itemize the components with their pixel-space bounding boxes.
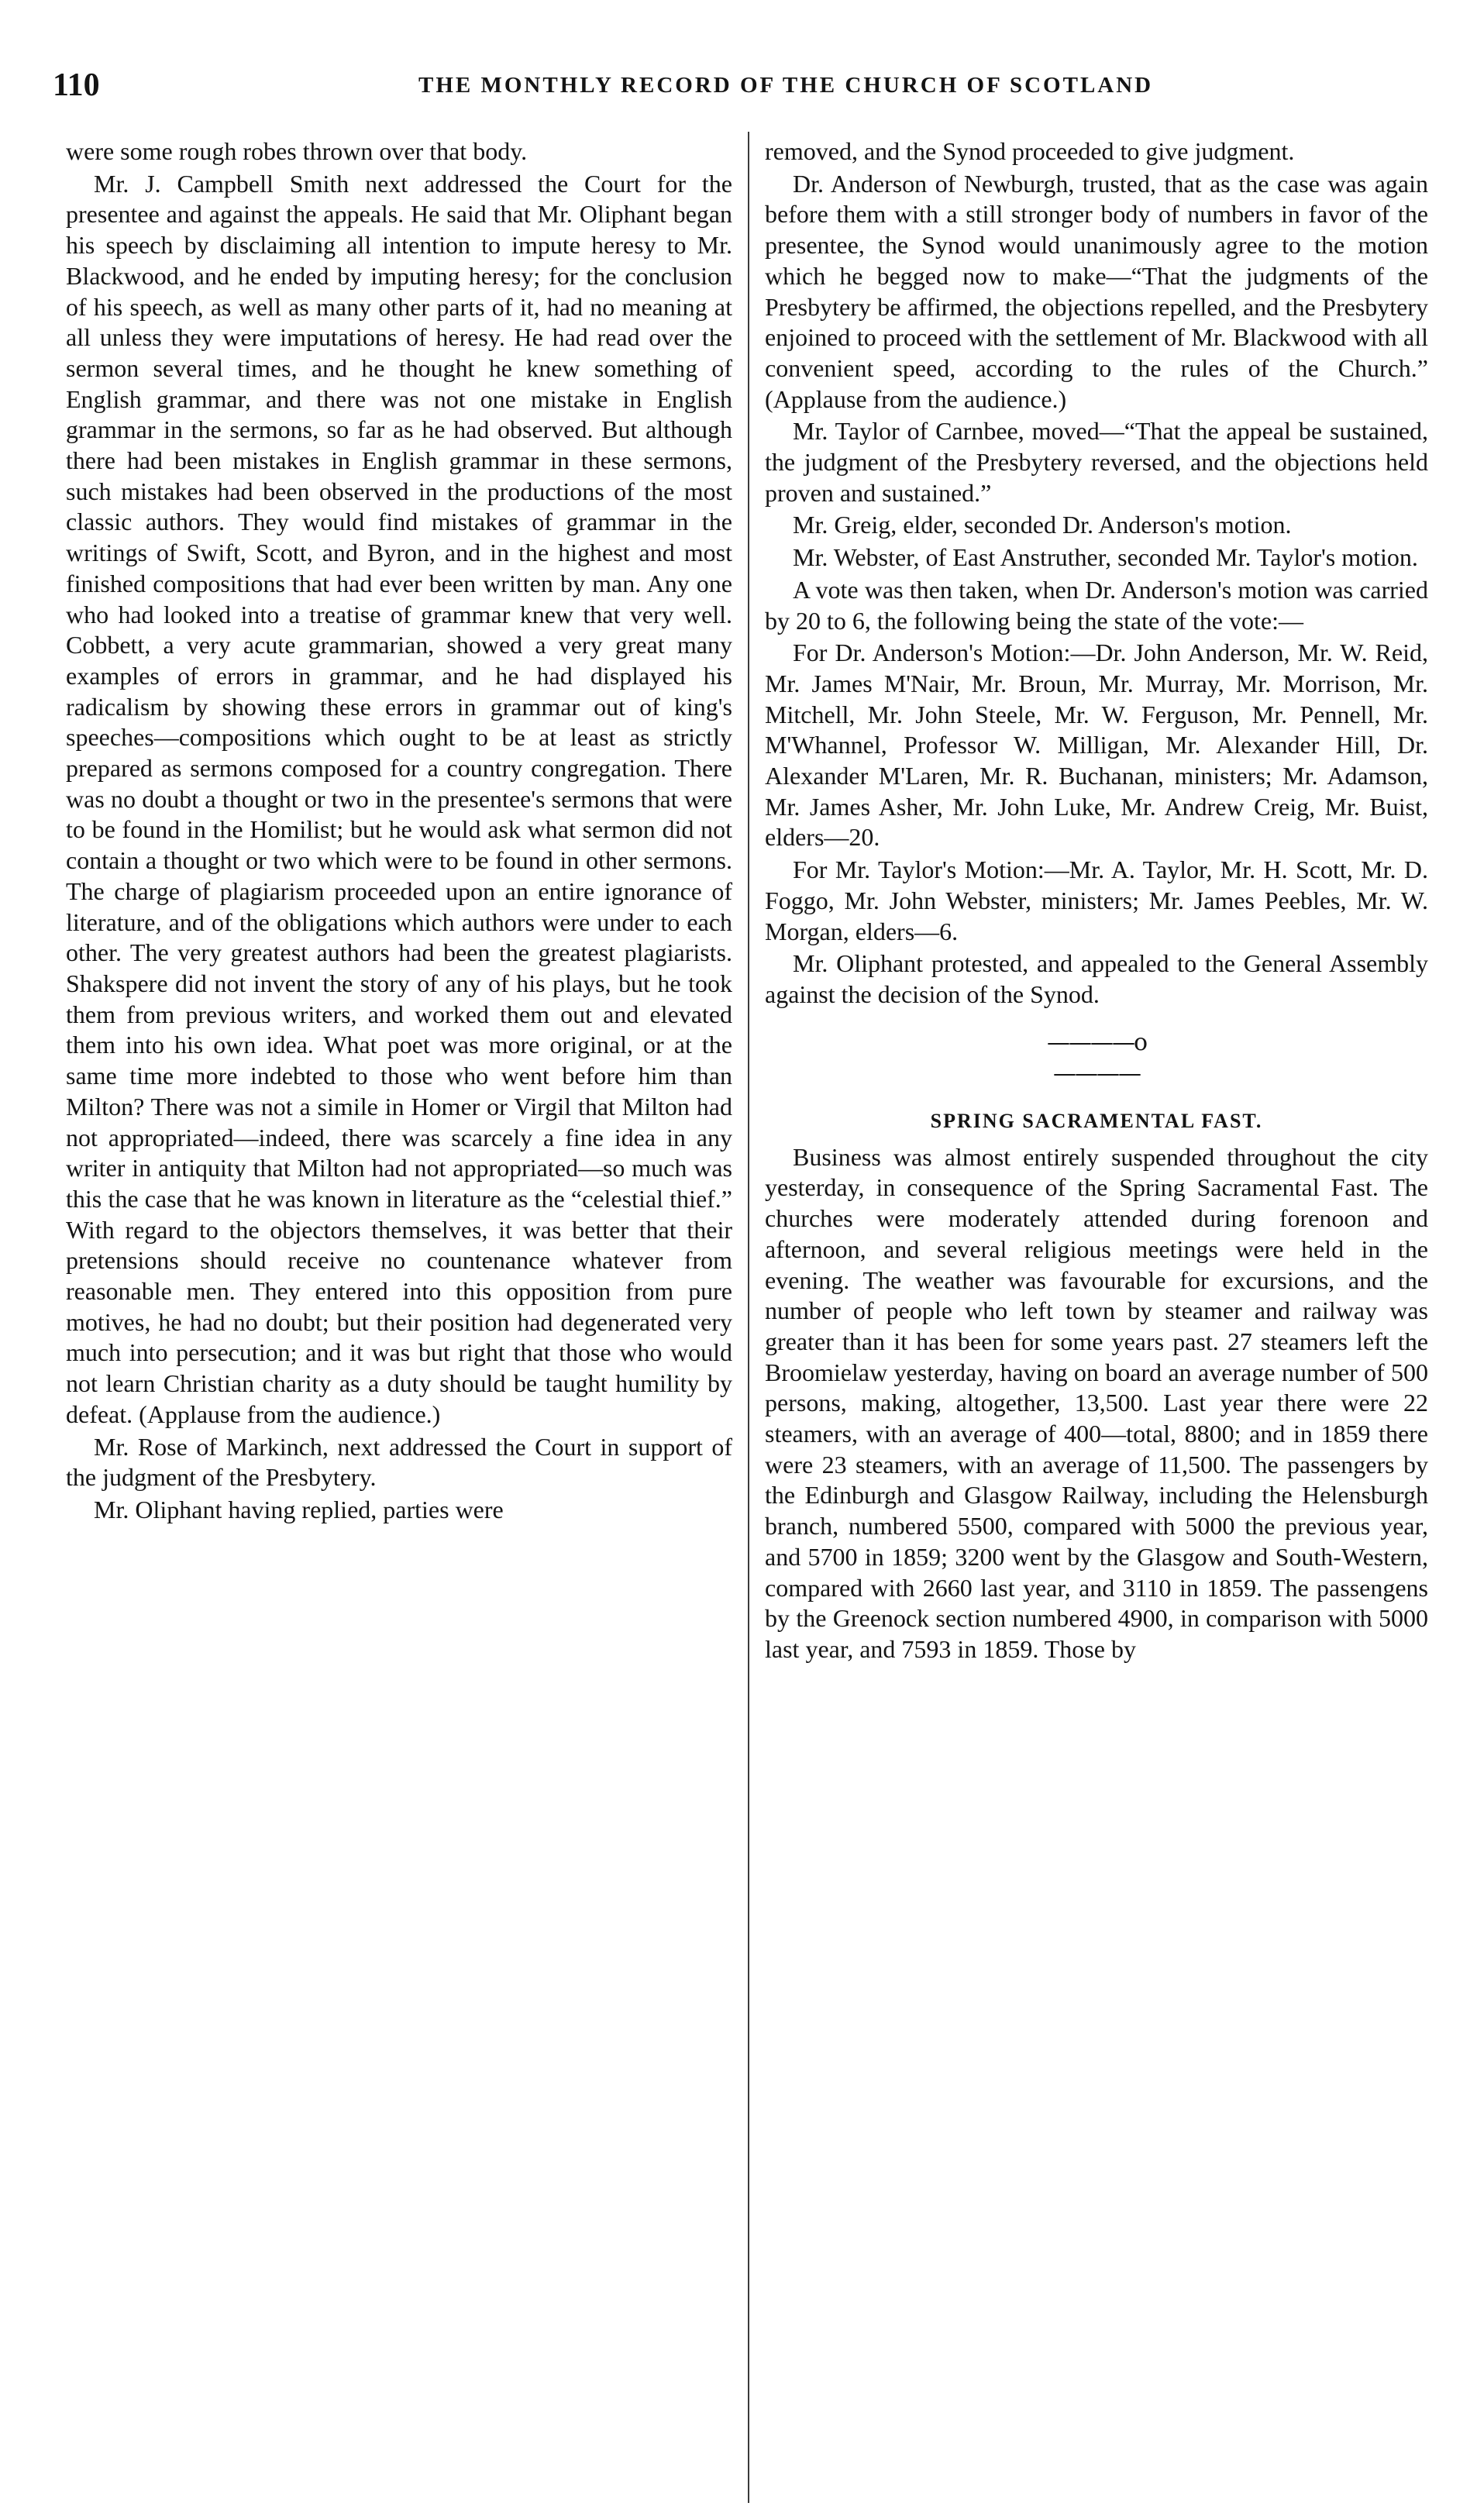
page-number: 110 xyxy=(53,67,100,103)
paragraph: Mr. Webster, of East Anstruther, seconded Mr. Taylor's motion. xyxy=(793,543,1418,572)
paragraph: were some rough robes thrown over that body. xyxy=(66,137,528,165)
paragraph: removed, and the Synod proceeded to give judgment. xyxy=(765,137,1295,165)
paragraph: Mr. Oliphant having replied, parties were xyxy=(94,1495,504,1523)
column-divider xyxy=(748,132,749,2503)
paragraph: Business was almost entirely suspended throughout the city yesterday, in consequence of the Spring Sacramental Fast. The churches were moderately attended during forenoon and afternoon, and several religious meetings were held in the evening. The weather was favourable for excursions, and the number of people who left town by steamer and railway was greater than it has been for some years past. 27 steamers left the Broomielaw yesterday, having on board an average number of 500 persons, making, altogether, 13,500. Last year there were 22 steamers, with an average of 400—total, 8800; and in 1859 there were 23 steamers, with an average of 11,500. The passengers by the Edinburgh and Glasgow Railway, including the Helensburgh branch, numbered 5500, compared with 5000 the previous year, and 5700 in 1859; 3200 went by the Glasgow and South-Western, compared with 2660 last year, and 3110 in 1859. The passengens by the Greenock section numbered 4900, in comparison with 5000 last year, and 7593 in 1859. Those by xyxy=(765,1142,1428,1663)
left-column xyxy=(66,136,732,1526)
vote-list-paragraph: For Mr. Taylor's Motion:—Mr. A. Taylor, Mr. H. Scott, Mr. D. Foggo, Mr. John Webster, ministers; Mr. James Peebles, Mr. W. Morgan, elders—6. xyxy=(765,855,1428,945)
paragraph: Mr. Greig, elder, seconded Dr. Anderson's motion. xyxy=(793,511,1292,539)
running-head xyxy=(46,67,1441,113)
right-column xyxy=(765,136,1428,1665)
paragraph: Dr. Anderson of Newburgh, trusted, that as the case was again before them with a still stronger body of numbers in favor of the presentee, the Synod would unanimously agree to the motion which he begged now to make—“That the judgments of the Presbytery be affirmed, the objections repelled, and the Presbytery enjoined to proceed with the settlement of Mr. Blackwood with all convenient speed, according to the rules of the Church.” (Applause from the audience.) xyxy=(765,169,1428,413)
paragraph: Mr. Oliphant protested, and appealed to the General Assembly against the decision of the Synod. xyxy=(765,949,1428,1008)
paragraph: Mr. J. Campbell Smith next addressed the Court for the presentee and against the appeals. He said that Mr. Oliphant began his speech by disclaiming all intention to impute heresy to Mr. Blackwood, and he ended by imputing heresy; for the conclusion of his speech, as well as many other parts of it, had no meaning at all unless they were imputations of heresy. He had read over the sermon several times, and he thought he knew something of English grammar, and there was not one mistake in English grammar in the sermons, so far as he had observed. But although there had been mistakes in English grammar in these sermons, such mistakes had been observed in the productions of the most classic authors. They would find mistakes of grammar in the writings of Swift, Scott, and Byron, and in the highest and most finished compositions that had ever been written by man. Any one who had looked into a treatise of grammar knew that very well. Cobbett, a very acute grammarian, showed a very great many examples of errors in grammar, and he had displayed his radicalism by showing these errors in grammar out of king's speeches—compositions which ought to be at least as strictly prepared as sermons composed for a country congregation. There was no doubt a thought or two in the presentee's sermons that were to be found in the Homilist; but he would ask what sermon did not contain a thought or two which were to be found in other sermons. The charge of plagiarism proceeded upon an entire ignorance of literature, and of the obligations which authors were under to each other. The very greatest authors had been the greatest plagiarists. Shakspere did not invent the story of any of his plays, but he took them from previous writers, and worked them out and elevated them into his own idea. What poet was more original, or at the same time more indebted to those who went before him than Milton? There was not a simile in Homer or Virgil that Milton had not appropriated—indeed, there was scarcely a fine idea in any writer in antiquity that Milton had not appropriated—so much was this the case that he was known in literature as the “celestial thief.” With regard to the objectors themselves, it was better that their pretensions should receive no countenance whatever from reasonable men. They entered into this opposition from pure motives, he had no doubt; but their position had degenerated very much into persecution; and it was but right that those who would not learn Christian charity as a duty should be taught humility by defeat. (Applause from the audience.) xyxy=(66,169,732,1428)
journal-title: THE MONTHLY RECORD OF THE CHURCH OF SCOTLAND xyxy=(418,73,1154,98)
section-divider: ————o———— xyxy=(1046,1028,1147,1087)
paragraph: Mr. Rose of Markinch, next addressed the Court in support of the judgment of the Presbytery. xyxy=(66,1432,732,1492)
paragraph: Mr. Taylor of Carnbee, moved—“That the appeal be sustained, the judgment of the Presbytery reversed, and the objections held proven and sustained.” xyxy=(765,417,1428,507)
vote-list-paragraph: For Dr. Anderson's Motion:—Dr. John Anderson, Mr. W. Reid, Mr. James M'Nair, Mr. Broun, Mr. Murray, Mr. Morrison, Mr. Mitchell, Mr. John Steele, Mr. W. Ferguson, Mr. Pennell, Mr. M'Whannel, Professor W. Milligan, Mr. Alexander Hill, Dr. Alexander M'Laren, Mr. R. Buchanan, ministers; Mr. Adamson, Mr. James Asher, Mr. John Luke, Mr. Andrew Creig, Mr. Buist, elders—20. xyxy=(765,639,1428,852)
paragraph: A vote was then taken, when Dr. Anderson's motion was carried by 20 to 6, the following being the state of the vote:— xyxy=(765,575,1428,635)
section-heading: SPRING SACRAMENTAL FAST. xyxy=(930,1109,1263,1132)
